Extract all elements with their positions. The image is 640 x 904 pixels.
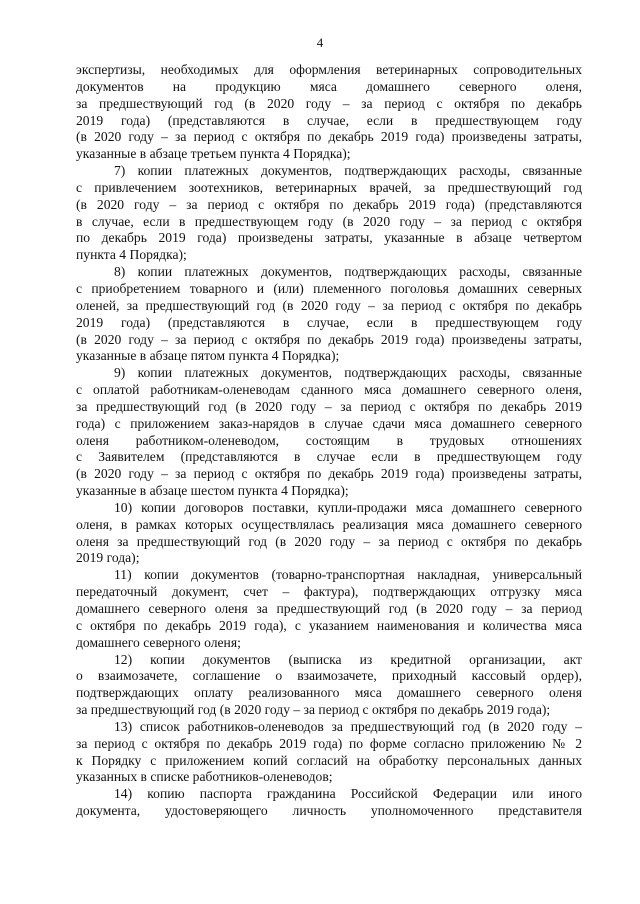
text-line: указанные в абзаце пятом пункта 4 Порядка); [76, 348, 340, 364]
text-line: 14) копию паспорта гражданина Российской Федерации или иного [114, 786, 582, 802]
text-line: оленя, в рамках которых осуществлялась реализация мяса домашнего северного [76, 516, 582, 532]
text-line: оленя за предшествующий год (в 2020 году – за период с октября по декабрь [76, 533, 582, 549]
text-line: 11) копии документов (товарно-транспортная накладная, универсальный [114, 567, 582, 583]
text-line: (в 2020 году – за период с октября по декабрь 2019 года) произведены затраты, [76, 466, 582, 482]
paragraph-item-13 [76, 719, 582, 786]
paragraph-item-9 [76, 365, 582, 500]
text-line: домашнего северного оленя; [76, 634, 241, 650]
paragraph-item-12 [76, 652, 582, 719]
text-line: в случае, если в предшествующем году (в 2020 году – за период с октября [76, 213, 582, 229]
text-line: 8) копии платежных документов, подтверждающих расходы, связанные [114, 264, 582, 280]
text-line: 9) копии платежных документов, подтверждающих расходы, связанные [114, 365, 582, 381]
text-line: 2019 года) (представляются в случае, если в предшествующем году [76, 112, 582, 128]
text-line: документов на продукцию мяса домашнего северного оленя, [76, 78, 582, 94]
text-line: к Порядку с приложением копий согласий на обработку персональных данных [76, 752, 582, 768]
text-line: указанных в списке работников-оленеводов; [76, 769, 333, 785]
text-line: передаточный документ, счет – фактура), подтверждающих отгрузку мяса [76, 584, 582, 600]
page-number: 4 [316, 35, 324, 50]
document-body [76, 62, 582, 820]
paragraph-item-8 [76, 264, 582, 365]
text-line: с оплатой работникам-оленеводам сданного мяса домашнего северного оленя, [76, 382, 582, 398]
text-line: с приобретением товарного и (или) племенного поголовья домашних северных [76, 280, 582, 296]
text-line: (в 2020 году – за период с октября по декабрь 2019 года) (представляются [76, 196, 582, 212]
text-line: оленя работником-оленеводом, состоящим в трудовых отношениях [76, 432, 582, 448]
text-line: указанные в абзаце шестом пункта 4 Порядка); [76, 483, 349, 499]
text-line: (в 2020 году – за период с октября по декабрь 2019 года) произведены затраты, [76, 129, 582, 145]
text-line: 2019 года) (представляются в случае, если в предшествующем году [76, 314, 582, 330]
text-line: по декабрь 2019 года) произведены затраты, указанные в абзаце четвертом [76, 230, 582, 246]
text-line: за предшествующий год (в 2020 году – за период с октября по декабрь [76, 95, 582, 111]
text-line: за предшествующий год (в 2020 году – за период с октября по декабрь 2019 [76, 398, 582, 414]
paragraph-expertise-continuation [76, 62, 582, 163]
text-line: года) с приложением заказ-нарядов в случае сдачи мяса домашнего северного [76, 415, 582, 431]
text-line: оленей, за предшествующий год (в 2020 году – за период с октября по декабрь [76, 297, 582, 313]
text-line: 7) копии платежных документов, подтверждающих расходы, связанные [114, 163, 582, 179]
text-line: с октября по декабрь 2019 года), с указанием наименования и количества мяса [76, 617, 582, 633]
text-line: с Заявителем (представляются в случае если в предшествующем году [76, 449, 582, 465]
text-line: с привлечением зоотехников, ветеринарных врачей, за предшествующий год [76, 179, 582, 195]
text-line: домашнего северного оленя за предшествующий год (в 2020 году – за период [76, 601, 582, 616]
text-line: за период с октября по декабрь 2019 года) по форме согласно приложению № 2 [76, 735, 582, 751]
text-line: о взаимозачете, соглашение о взаимозачете, приходный кассовый ордер), [76, 668, 582, 684]
text-line: документа, удостоверяющего личность уполномоченного представителя [76, 803, 582, 819]
text-line: 2019 года); [76, 550, 140, 566]
text-line: 13) список работников-оленеводов за предшествующий год (в 2020 году – [114, 718, 582, 734]
paragraph-item-10 [76, 500, 582, 567]
text-line: экспертизы, необходимых для оформления ветеринарных сопроводительных [76, 62, 582, 77]
text-line: 10) копии договоров поставки, купли-продажи мяса домашнего северного [114, 499, 582, 515]
text-line: 12) копии документов (выписка из кредитной организации, акт [114, 651, 582, 667]
text-line: указанные в абзаце третьем пункта 4 Порядка); [76, 146, 351, 162]
text-line: подтверждающих оплату реализованного мяса домашнего северного оленя [76, 685, 582, 701]
paragraph-item-7 [76, 163, 582, 264]
paragraph-item-14 [76, 786, 582, 820]
text-line: пункта 4 Порядка); [76, 247, 187, 263]
text-line: за предшествующий год (в 2020 году – за период с октября по декабрь 2019 года); [76, 702, 551, 718]
text-line: (в 2020 году – за период с октября по декабрь 2019 года) произведены затраты, [76, 331, 582, 347]
paragraph-item-11 [76, 567, 582, 651]
